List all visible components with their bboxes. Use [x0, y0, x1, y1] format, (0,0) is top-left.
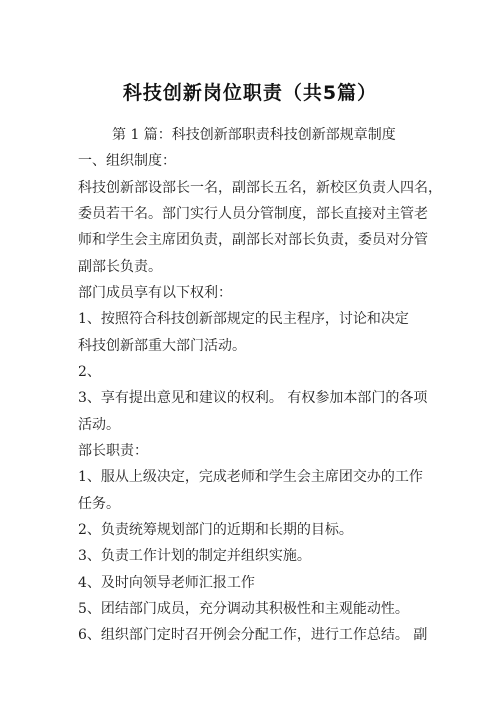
text-line: 6、组织部门定时召开例会分配工作，进行工作总结。 副 — [78, 627, 428, 643]
text-line: 一、组织制度： — [78, 153, 176, 169]
text-line: 师和学生会主席团负责，副部长对部长负责，委员对分管 — [78, 232, 428, 248]
document-title: 科技创新岗位职责（共5篇） — [122, 82, 378, 104]
text-line: 1、按照符合科技创新部规定的民主程序，讨论和决定 — [78, 311, 409, 327]
text-line: 4、及时向领导老师汇报工作 — [78, 575, 255, 591]
text-line: 科技创新部重大部门活动。 — [78, 338, 246, 354]
text-line: 活动。 — [78, 417, 120, 433]
text-line: 3、负责工作计划的制定并组织实施。 — [78, 548, 311, 564]
text-line: 5、团结部门成员，充分调动其积极性和主观能动性。 — [78, 601, 409, 617]
text-line: 2、负责统筹规划部门的近期和长期的目标。 — [78, 522, 353, 538]
section-subtitle: 第 1 篇：科技创新部职责科技创新部规章制度 — [112, 127, 396, 143]
text-line: 委员若干名。部门实行人员分管制度，部长直接对主管老 — [78, 206, 428, 222]
text-line: 1、服从上级决定，完成老师和学生会主席团交办的工作 — [78, 469, 423, 485]
text-line: 部门成员享有以下权利： — [78, 285, 232, 301]
text-line: 部长职责： — [78, 443, 148, 459]
text-line: 科技创新部设部长一名，副部长五名，新校区负责人四名， — [78, 180, 442, 196]
text-line: 副部长负责。 — [78, 259, 162, 275]
text-line: 任务。 — [78, 496, 120, 512]
text-line: 2、 — [78, 364, 101, 380]
text-line: 3、享有提出意见和建议的权利。 有权参加本部门的各项 — [78, 390, 428, 406]
